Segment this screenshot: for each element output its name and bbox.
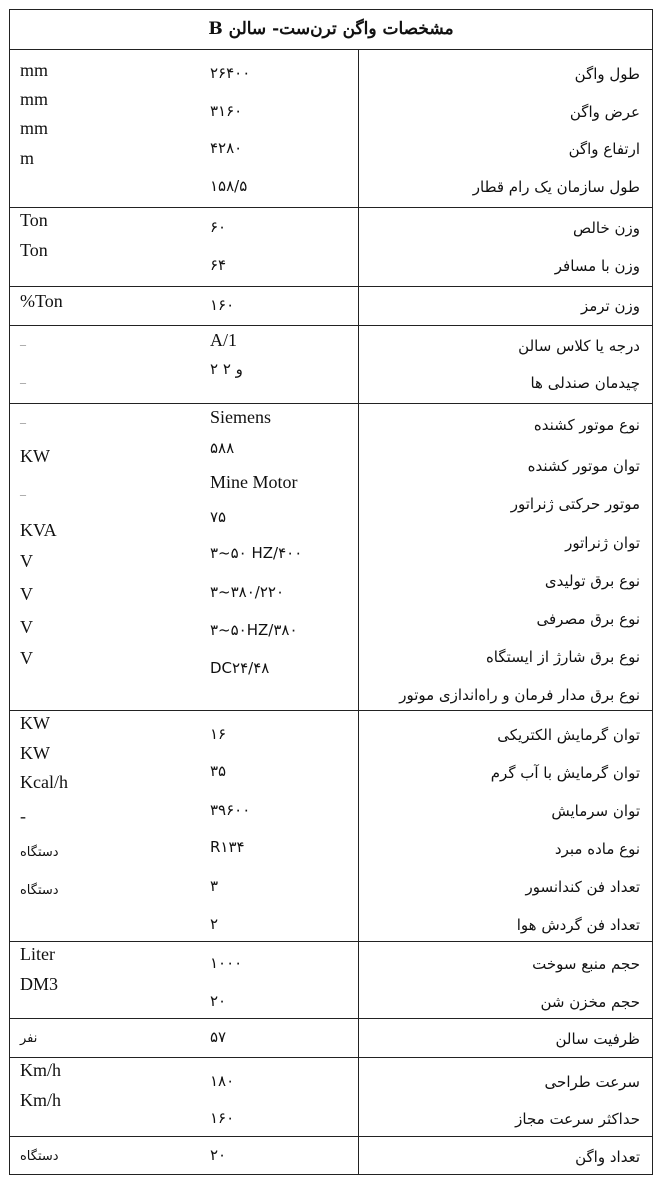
- group-speed: [10, 1058, 652, 1137]
- unit-cell: mm: [20, 60, 49, 80]
- label-cell: حداکثر سرعت مجاز: [515, 1110, 640, 1128]
- label-cell: ظرفیت سالن: [555, 1030, 640, 1048]
- value-cell: ۱۸۰: [210, 1072, 235, 1090]
- unit-cell: Kcal/h: [20, 772, 68, 792]
- label-cell: طول واگن: [574, 65, 640, 83]
- label-cell: سرعت طراحی: [544, 1073, 640, 1091]
- group-dimensions: [10, 50, 652, 208]
- label-cell: نوع ماده مبرد: [554, 840, 640, 858]
- column-divider: [358, 287, 359, 325]
- unit-cell: %Ton: [20, 291, 63, 311]
- unit-cell: –: [20, 337, 26, 351]
- value-cell: DC۲۴/۴۸: [210, 659, 270, 677]
- value-cell: ۲۰: [210, 992, 227, 1010]
- group-capacity: [10, 1019, 652, 1058]
- value-cell: ۳~۵۰ HZ/۴۰۰: [210, 544, 303, 562]
- value-cell: ۳۱۶۰: [210, 102, 243, 120]
- value-cell: ۳: [210, 877, 219, 895]
- value-cell: ۱۵۸/۵: [210, 177, 248, 195]
- label-cell: موتور حرکتی ژنراتور: [510, 495, 640, 513]
- label-cell: تعداد واگن: [575, 1148, 640, 1166]
- table-title: مشخصات واگن ترن‌ست- سالن B: [10, 10, 652, 50]
- label-cell: توان گرمایش الکتریکی: [497, 726, 640, 744]
- label-cell: وزن خالص: [572, 219, 640, 237]
- value-cell: Mine Motor: [210, 472, 298, 492]
- value-cell: ۷۵: [210, 508, 227, 526]
- value-cell: ۱۰۰۰: [210, 954, 243, 972]
- unit-cell: -: [20, 806, 26, 826]
- label-cell: طول سازمان یک رام قطار: [472, 178, 640, 196]
- column-divider: [358, 1019, 359, 1057]
- group-tanks: [10, 942, 652, 1019]
- column-divider: [358, 1137, 359, 1175]
- label-cell: عرض واگن: [569, 103, 640, 121]
- label-cell: ارتفاع واگن: [568, 140, 640, 158]
- value-cell: ۳~۵۰HZ/۳۸۰: [210, 621, 298, 639]
- group-weight: [10, 208, 652, 287]
- value-cell: ۴۲۸۰: [210, 139, 243, 157]
- label-cell: درجه یا کلاس سالن: [518, 337, 640, 355]
- unit-cell: –: [20, 487, 26, 501]
- unit-cell: دستگاه: [20, 845, 59, 860]
- unit-cell: mm: [20, 118, 49, 138]
- unit-cell: m: [20, 148, 35, 168]
- unit-cell: Km/h: [20, 1060, 62, 1080]
- label-cell: نوع موتور کشنده: [533, 416, 640, 434]
- label-cell: حجم منبع سوخت: [532, 955, 640, 973]
- column-divider: [358, 711, 359, 941]
- value-cell: ۱۶: [210, 725, 227, 743]
- unit-cell: نفر: [20, 1031, 38, 1046]
- label-cell: توان موتور کشنده: [527, 457, 640, 475]
- label-cell: توان ژنراتور: [565, 534, 640, 552]
- unit-cell: Ton: [20, 210, 48, 230]
- unit-cell: DM3: [20, 974, 59, 994]
- unit-cell: KW: [20, 446, 50, 466]
- group-class: [10, 326, 652, 404]
- column-divider: [358, 942, 359, 1018]
- unit-cell: دستگاه: [20, 883, 59, 898]
- label-cell: حجم مخزن شن: [540, 993, 640, 1011]
- unit-cell: V: [20, 551, 33, 571]
- unit-cell: V: [20, 648, 33, 668]
- label-cell: تعداد فن کندانسور: [525, 878, 640, 896]
- label-cell: تعداد فن گردش هوا: [516, 916, 640, 934]
- column-divider: [358, 1058, 359, 1136]
- unit-cell: Liter: [20, 944, 55, 964]
- unit-cell: KVA: [20, 520, 57, 540]
- value-cell: ۲۰: [210, 1146, 227, 1164]
- value-cell: ۱۶۰: [210, 1109, 235, 1127]
- spec-table: [9, 9, 653, 1175]
- label-cell: چیدمان صندلی ها: [530, 374, 640, 392]
- label-cell: نوع برق مدار فرمان و راه‌اندازی موتور: [399, 686, 640, 704]
- group-hvac: [10, 711, 652, 942]
- unit-cell: Km/h: [20, 1090, 62, 1110]
- unit-cell: KW: [20, 713, 50, 733]
- label-cell: وزن با مسافر: [554, 257, 640, 275]
- label-cell: توان سرمایش: [551, 802, 640, 820]
- value-cell: Siemens: [210, 407, 271, 427]
- value-cell: ۲ و ۲: [210, 360, 243, 378]
- unit-cell: KW: [20, 743, 50, 763]
- value-cell: R۱۳۴: [210, 838, 245, 856]
- unit-cell: V: [20, 584, 33, 604]
- column-divider: [358, 326, 359, 403]
- label-cell: نوع برق تولیدی: [544, 572, 640, 590]
- label-cell: نوع برق شارژ از ایستگاه: [485, 648, 640, 666]
- unit-cell: V: [20, 617, 33, 637]
- column-divider: [358, 404, 359, 710]
- value-cell: ۵۸۸: [210, 439, 235, 457]
- value-cell: ۶۰: [210, 218, 227, 236]
- group-count: [10, 1137, 652, 1175]
- value-cell: ۳۹۶۰۰: [210, 801, 251, 819]
- group-brake: [10, 287, 652, 326]
- column-divider: [358, 50, 359, 207]
- unit-cell: –: [20, 415, 26, 429]
- unit-cell: mm: [20, 89, 49, 109]
- value-cell: ۶۴: [210, 256, 227, 274]
- value-cell: ۲: [210, 915, 219, 933]
- value-cell: ۲۶۴۰۰: [210, 64, 251, 82]
- value-cell: ۳۵: [210, 762, 227, 780]
- label-cell: وزن ترمز: [580, 297, 640, 315]
- unit-cell: –: [20, 375, 26, 389]
- value-cell: ۳~۳۸۰/۲۲۰: [210, 583, 285, 601]
- label-cell: نوع برق مصرفی: [536, 610, 640, 628]
- unit-cell: Ton: [20, 240, 48, 260]
- value-cell: ۵۷: [210, 1028, 227, 1046]
- value-cell: A/1: [210, 330, 237, 350]
- unit-cell: دستگاه: [20, 1149, 59, 1164]
- group-motor: [10, 404, 652, 711]
- column-divider: [358, 208, 359, 286]
- label-cell: توان گرمایش با آب گرم: [490, 764, 640, 782]
- value-cell: ۱۶۰: [210, 296, 235, 314]
